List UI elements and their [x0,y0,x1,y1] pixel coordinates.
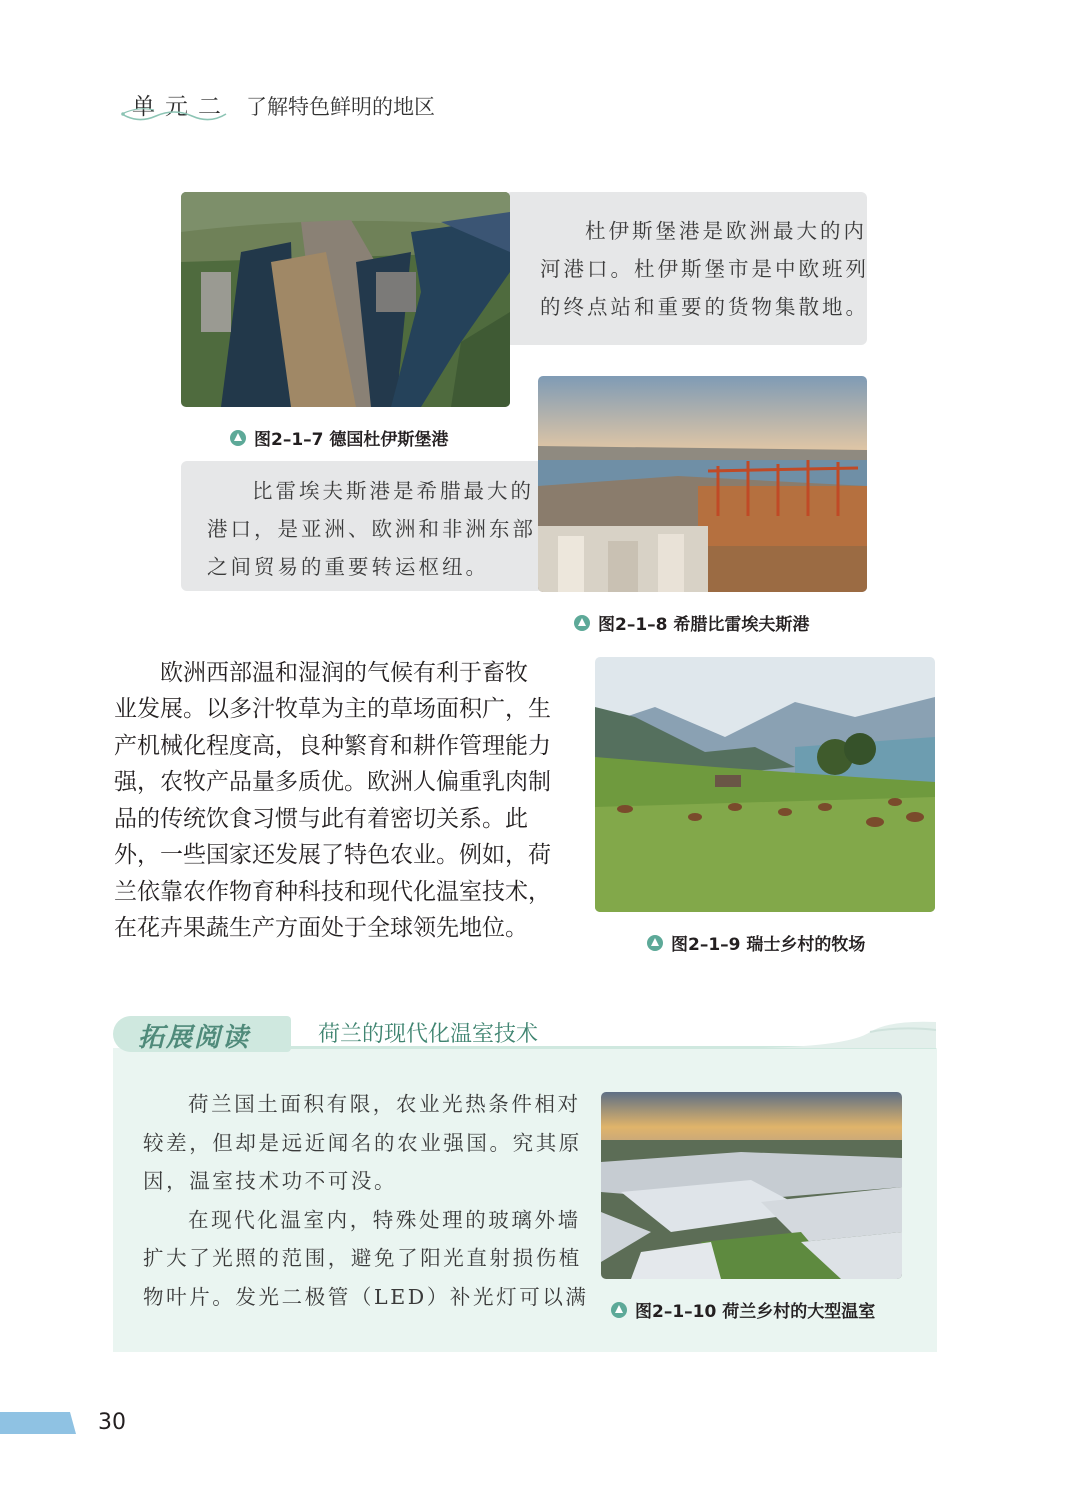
extended-text-line-6: 物叶片。发光二极管（LED）补光灯可以满 [143,1285,589,1309]
extended-reading-label: 拓展阅读 [138,1023,251,1053]
extended-text-line-1: 荷兰国土面积有限，农业光热条件相对 [188,1092,581,1116]
main-text-line-4: 强，农牧产品量多质优。欧洲人偏重乳肉制 [114,769,551,795]
piraeus-description-line-3: 之间贸易的重要转运枢纽。 [207,555,489,579]
main-text-line-3: 产机械化程度高，良种繁育和耕作管理能力 [114,733,551,759]
caption-triangle-icon [611,1302,627,1318]
fig-2-1-10-caption [611,1297,875,1322]
main-text-line-5: 品的传统饮食习惯与此有着密切关系。此 [114,806,528,832]
extended-text-line-2: 较差，但却是远近闻名的农业强国。究其原 [143,1131,582,1155]
unit-label-wave-decoration [118,104,230,126]
duisburg-description-line-3: 的终点站和重要的货物集散地。 [540,295,869,319]
duisburg-port-photo [181,192,510,407]
extended-text-line-5: 扩大了光照的范围，避免了阳光直射损伤植 [143,1246,582,1270]
page-number-tab [0,1412,76,1434]
main-text-line-8: 在花卉果蔬生产方面处于全球领先地位。 [114,915,528,941]
fig-2-1-7-caption-text: 图2–1–7 德国杜伊斯堡港 [254,430,449,450]
unit-label: 单元二 [132,94,231,120]
main-text-line-6: 外，一些国家还发展了特色农业。例如，荷 [114,842,551,868]
fig-2-1-8-caption-text: 图2–1–8 希腊比雷埃夫斯港 [598,615,810,635]
piraeus-description-line-1: 比雷埃夫斯港是希腊最大的 [252,479,534,503]
caption-triangle-icon [230,430,246,446]
main-text-line-7: 兰依靠农作物育种科技和现代化温室技术， [114,879,551,905]
piraeus-description-line-2: 港口，是亚洲、欧洲和非洲东部 [207,517,536,541]
fig-2-1-9-caption [647,930,865,955]
fig-2-1-9-caption-text: 图2–1–9 瑞士乡村的牧场 [671,935,866,955]
dutch-greenhouse-photo [601,1092,902,1279]
fig-2-1-7-caption [230,425,448,450]
page-number: 30 [98,1410,126,1435]
piraeus-port-photo [538,376,867,592]
unit-title: 了解特色鲜明的地区 [246,95,435,119]
fig-2-1-8-caption [574,610,809,635]
extended-reading-title: 荷兰的现代化温室技术 [318,1022,539,1047]
page-curl-decoration [760,1018,936,1050]
extended-text-line-4: 在现代化温室内，特殊处理的玻璃外墙 [188,1208,581,1232]
main-text-line-2: 业发展。以多汁牧草为主的草场面积广，生 [114,696,551,722]
caption-triangle-icon [574,615,590,631]
caption-triangle-icon [647,935,663,951]
duisburg-description-line-1: 杜伊斯堡港是欧洲最大的内 [585,219,867,243]
main-text-line-1: 欧洲西部温和湿润的气候有利于畜牧 [160,660,528,686]
extended-text-line-3: 因，温室技术功不可没。 [143,1169,398,1193]
fig-2-1-10-caption-text: 图2–1–10 荷兰乡村的大型温室 [635,1302,876,1322]
swiss-pasture-photo [595,657,935,912]
duisburg-description-line-2: 河港口。杜伊斯堡市是中欧班列 [540,257,869,281]
